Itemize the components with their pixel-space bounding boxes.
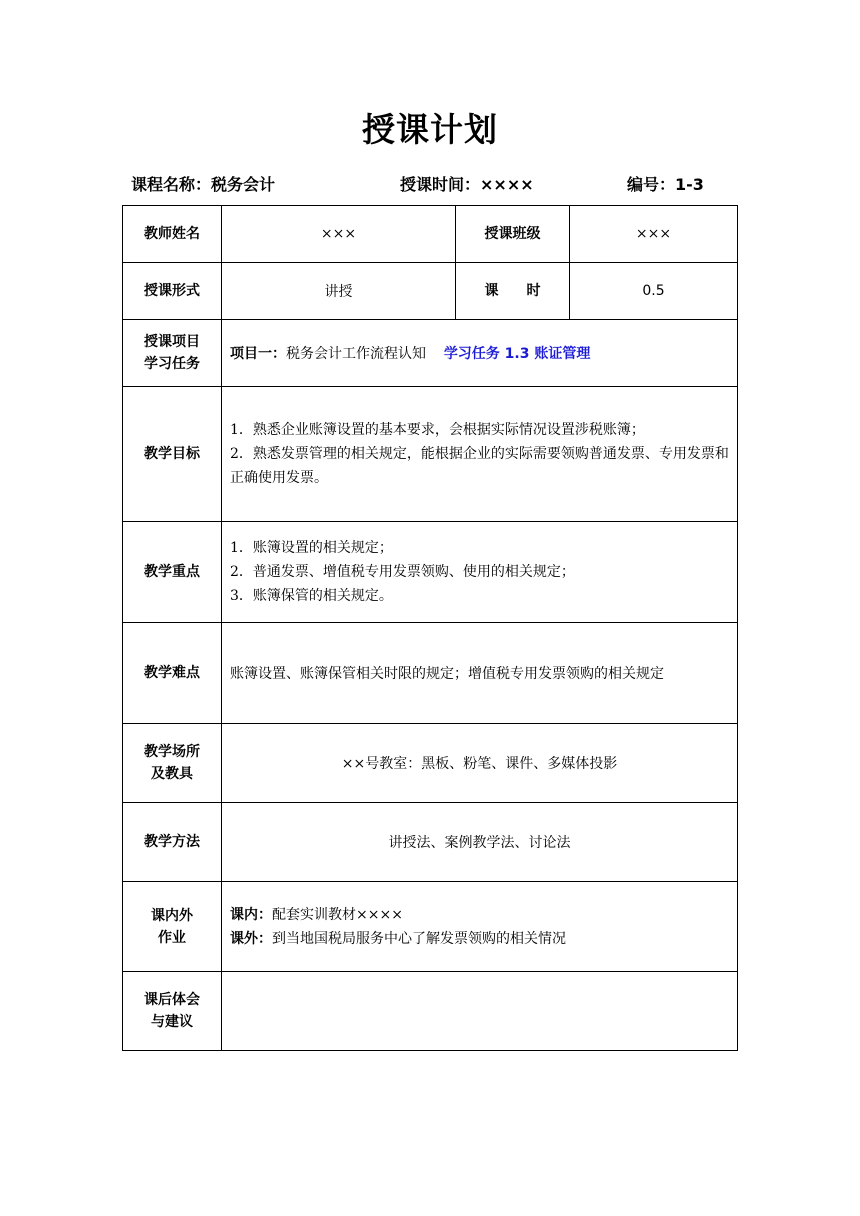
- difficulty-label: 教学难点: [123, 623, 222, 724]
- table-row: [123, 623, 738, 724]
- goal-item: 1．熟悉企业账簿设置的基本要求，会根据实际情况设置涉税账簿；: [230, 422, 645, 438]
- teacher-value: ×××: [222, 206, 456, 263]
- project-label: 授课项目 学习任务: [123, 320, 222, 387]
- goals-cell: [222, 387, 738, 522]
- table-row: [123, 263, 738, 320]
- lesson-time: [400, 172, 534, 195]
- method-label: 教学方法: [123, 803, 222, 882]
- homework-in-value: 配套实训教材××××: [272, 906, 403, 923]
- project-prefix: 项目一：: [230, 346, 286, 362]
- place-value: ××号教室：黑板、粉笔、课件、多媒体投影: [222, 724, 738, 803]
- reflection-label: 课后体会 与建议: [123, 972, 222, 1051]
- difficulty-value: 账簿设置、账簿保管相关时限的规定；增值税专用发票领购的相关规定: [222, 623, 738, 724]
- table-row: [123, 320, 738, 387]
- homework-out-label: 课外：: [230, 930, 272, 947]
- goals-label: 教学目标: [123, 387, 222, 522]
- table-row: [123, 522, 738, 623]
- lesson-plan-table: [122, 205, 738, 1051]
- homework-out-value: 到当地国税局服务中心了解发票领购的相关情况: [272, 930, 566, 947]
- course-name-label: 课程名称：: [131, 175, 212, 194]
- project-value: 税务会计工作流程认知: [286, 346, 426, 362]
- teacher-label: 教师姓名: [123, 206, 222, 263]
- task-value: 学习任务 1.3 账证管理: [443, 346, 591, 362]
- table-row: [123, 206, 738, 263]
- form-label: 授课形式: [123, 263, 222, 320]
- key-point-item: 1．账簿设置的相关规定；: [230, 540, 393, 556]
- homework-cell: [222, 882, 738, 972]
- homework-label: 课内外 作业: [123, 882, 222, 972]
- homework-in: [230, 903, 729, 927]
- key-point-item: 2．普通发票、增值税专用发票领购、使用的相关规定；: [230, 564, 575, 580]
- hours-label: 课 时: [456, 263, 570, 320]
- homework-out: [230, 927, 729, 951]
- class-label: 授课班级: [456, 206, 570, 263]
- hours-value: 0.5: [570, 263, 738, 320]
- key-points-label: 教学重点: [123, 522, 222, 623]
- key-point-item: 3．账簿保管的相关规定。: [230, 588, 393, 604]
- page-title: 授课计划: [362, 110, 498, 149]
- course-name-value: 税务会计: [211, 175, 276, 194]
- goal-item: 2．熟悉发票管理的相关规定，能根据企业的实际需要领购普通发票、专用发票和正确使用发票。: [230, 446, 729, 486]
- key-points-cell: [222, 522, 738, 623]
- plan-code: [627, 172, 704, 195]
- table-row: [123, 972, 738, 1051]
- plan-code-value: 1-3: [675, 175, 704, 194]
- table-row: [123, 387, 738, 522]
- homework-in-label: 课内：: [230, 906, 272, 923]
- class-value: ×××: [570, 206, 738, 263]
- place-label: 教学场所 及教具: [123, 724, 222, 803]
- lesson-time-label: 授课时间：: [400, 175, 481, 194]
- method-value: 讲授法、案例教学法、讨论法: [222, 803, 738, 882]
- table-row: [123, 803, 738, 882]
- table-row: [123, 882, 738, 972]
- lesson-time-value: ××××: [480, 175, 534, 194]
- table-row: [123, 724, 738, 803]
- plan-code-label: 编号：: [627, 175, 676, 194]
- reflection-value: [222, 972, 738, 1051]
- course-name: [131, 172, 275, 195]
- form-value: 讲授: [222, 263, 456, 320]
- project-cell: [222, 320, 738, 387]
